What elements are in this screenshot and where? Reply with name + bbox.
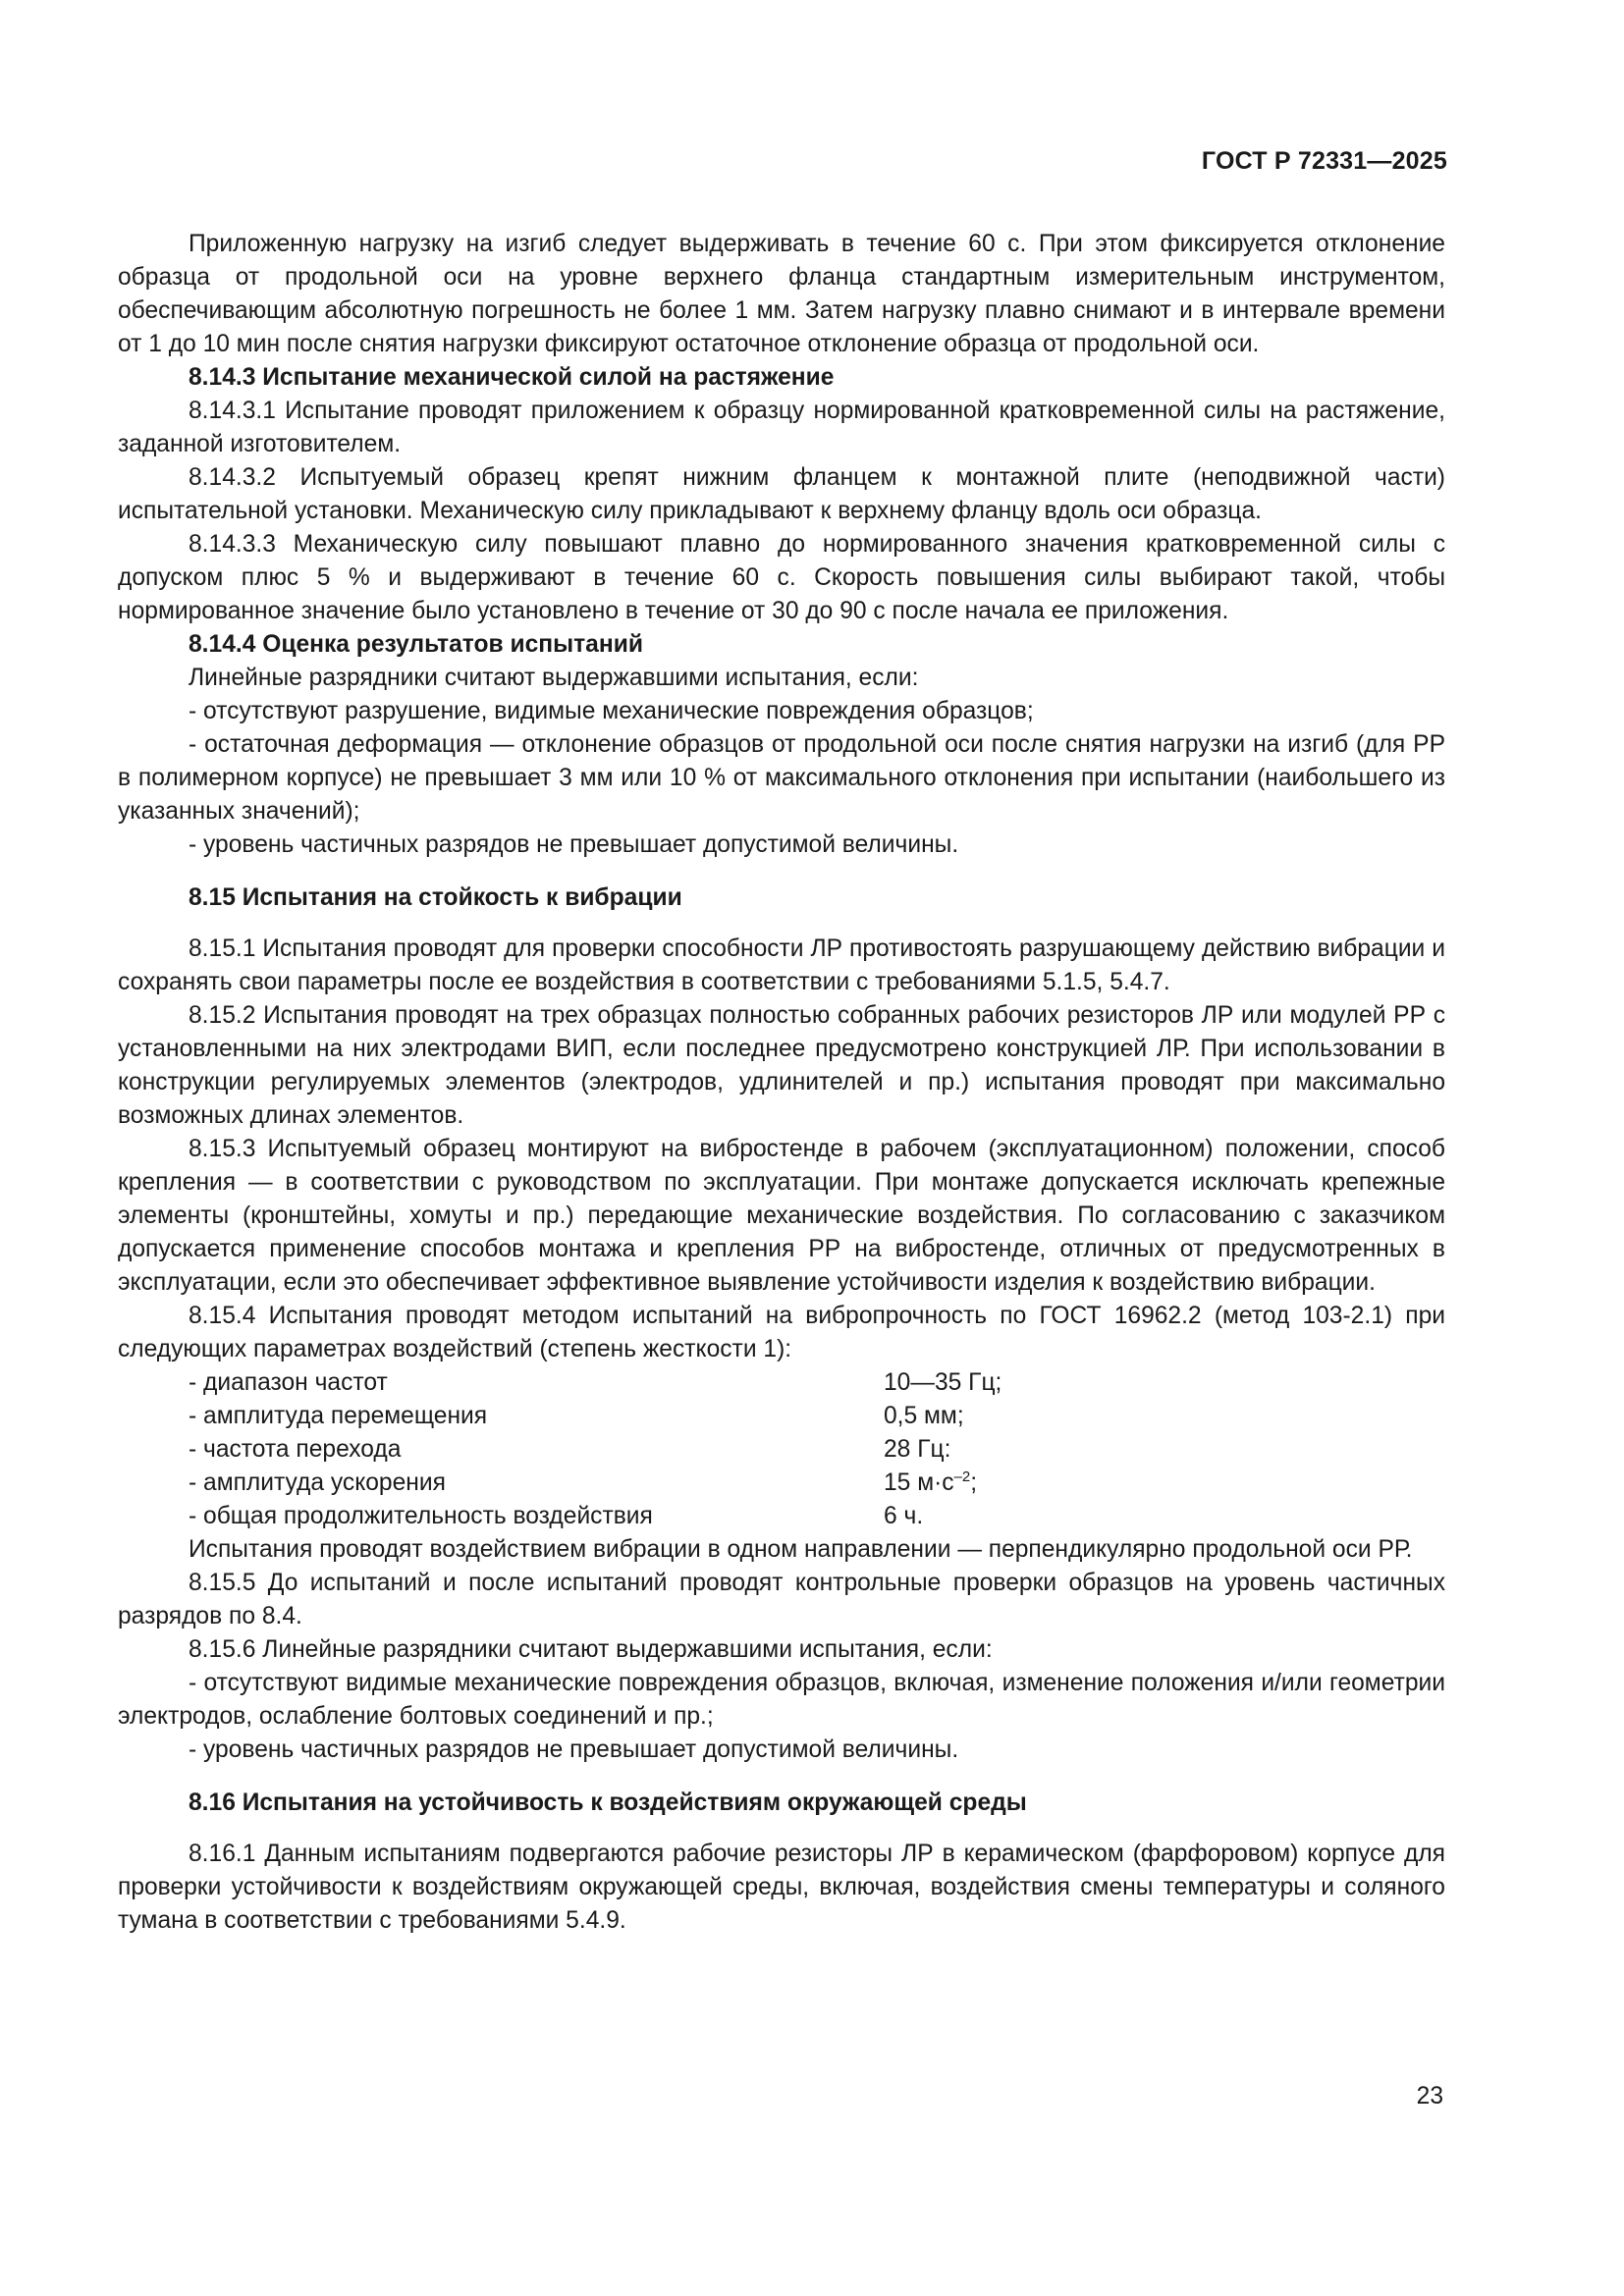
paragraph-8-16-1: 8.16.1 Данным испытаниям подвергаются рабочие резисторы ЛР в керамическом (фарфоровом) корпусе для проверки устойчивости к воздействиям окружающей среды, включая, воздействия смены температуры и соляного тумана в соответствии с требованиями 5.4.9.: [118, 1841, 1445, 1934]
paragraph-8-15-4: 8.15.4 Испытания проводят методом испытаний на вибропрочность по ГОСТ 16962.2 (метод 103-2.1) при следующих параметрах воздействий (степень жесткости 1):: [118, 1303, 1445, 1362]
parameter-value-composite: [884, 1467, 977, 1500]
paragraph-8-15-6: 8.15.6 Линейные разрядники считают выдержавшими испытания, если:: [189, 1636, 993, 1663]
paragraph-8-15-2: 8.15.2 Испытания проводят на трех образцах полностью собранных рабочих резисторов ЛР или модулей РР с установленными на них электродами ВИП, если последнее предусмотрено конструкцией ЛР. При использовании в конструкции регулируемых элементов (электродов, удлинителей и пр.) испытания проводят при максимально возможных длинах элементов.: [118, 1002, 1445, 1129]
parameter-value: 0,5 мм;: [884, 1403, 964, 1429]
paragraph-8-14-3-1: 8.14.3.1 Испытание проводят приложением к образцу нормированной кратковременной силы на растяжение, заданной изготовителем.: [118, 398, 1445, 457]
document-body: [118, 228, 1445, 1938]
section-heading-8-14-4: 8.14.4 Оценка результатов испытаний: [189, 631, 643, 658]
parameter-label: - амплитуда перемещения: [189, 1403, 488, 1429]
list-item-8-15-6-2: - уровень частичных разрядов не превышает допустимой величины.: [189, 1736, 959, 1763]
vibration-parameters-list: [118, 1366, 1445, 1533]
paragraph-bending-load: Приложенную нагрузку на изгиб следует выдерживать в течение 60 с. При этом фиксируется отклонение образца от продольной оси на уровне верхнего фланца стандартным измерительным инструментом, обеспечивающим абсолютную погрешность не более 1 мм. Затем нагрузку плавно снимают и в интервале времени от 1 до 10 мин после снятия нагрузки фиксируют остаточное отклонение образца от продольной оси.: [118, 231, 1445, 357]
paragraph-8-14-3-3: 8.14.3.3 Механическую силу повышают плавно до нормированного значения кратковременной силы с допуском плюс 5 % и выдерживают в течение 60 с. Скорость повышения силы выбирают такой, чтобы нормированное значение было установлено в течение от 30 до 90 с после начала ее приложения.: [118, 531, 1445, 624]
parameter-row: [118, 1500, 1445, 1533]
parameter-label: - амплитуда ускорения: [189, 1469, 446, 1496]
parameter-label: - диапазон частот: [189, 1369, 388, 1396]
parameter-label: - частота перехода: [189, 1436, 402, 1463]
paragraph-8-14-3-2: 8.14.3.2 Испытуемый образец крепят нижним фланцем к монтажной плите (неподвижной части) испытательной установки. Механическую силу прикладывают к верхнему фланцу вдоль оси образца.: [118, 464, 1445, 524]
parameter-row: [118, 1433, 1445, 1467]
section-heading-8-16: 8.16 Испытания на устойчивость к воздействиям окружающей среды: [189, 1789, 1027, 1816]
list-item-8-14-4-2: - остаточная деформация — отклонение образцов от продольной оси после снятия нагрузки на изгиб (для РР в полимерном корпусе) не превышает 3 мм или 10 % от максимального отклонения при испытании (наибольшего из указанных значений);: [118, 731, 1445, 825]
paragraph-8-15-4-direction: Испытания проводят воздействием вибрации в одном направлении — перпендикулярно продольной оси РР.: [189, 1536, 1413, 1563]
parameter-value: 28 Гц:: [884, 1436, 951, 1463]
list-item-8-14-4-1: - отсутствуют разрушение, видимые механические повреждения образцов;: [189, 698, 1034, 724]
paragraph-8-15-3: 8.15.3 Испытуемый образец монтируют на вибростенде в рабочем (эксплуатационном) положении, способ крепления — в соответствии с руководством по эксплуатации. При монтаже допускается исключать крепежные элементы (кронштейны, хомуты и пр.) передающие механические воздействия. По согласованию с заказчиком допускается применение способов монтажа и крепления РР на вибростенде, отличных от предусмотренных в эксплуатации, если это обеспечивает эффективное выявление устойчивости изделия к воздействию вибрации.: [118, 1136, 1445, 1296]
list-item-8-14-4-3: - уровень частичных разрядов не превышает допустимой величины.: [189, 831, 959, 858]
section-heading-8-15: 8.15 Испытания на стойкость к вибрации: [189, 884, 682, 911]
parameter-row: [118, 1400, 1445, 1433]
section-heading-8-14-3: 8.14.3 Испытание механической силой на растяжение: [189, 364, 835, 391]
parameter-value: 15 м·с: [884, 1469, 954, 1496]
parameter-value-suffix: ;: [970, 1469, 978, 1496]
paragraph-8-15-5: 8.15.5 До испытаний и после испытаний проводят контрольные проверки образцов на уровень частичных разрядов по 8.4.: [118, 1570, 1445, 1629]
parameter-value: 6 ч.: [884, 1503, 924, 1529]
parameter-value: 10—35 Гц;: [884, 1369, 1002, 1396]
paragraph-8-15-1: 8.15.1 Испытания проводят для проверки способности ЛР противостоять разрушающему действию вибрации и сохранять свои параметры после ее воздействия в соответствии с требованиями 5.1.5, 5.4.7.: [118, 935, 1445, 995]
document-header-id: ГОСТ Р 72331—2025: [1201, 147, 1447, 175]
parameter-row: [118, 1366, 1445, 1400]
parameter-value-exponent: –2: [953, 1468, 971, 1485]
parameter-label: - общая продолжительность воздействия: [189, 1503, 653, 1529]
paragraph-8-14-4-intro: Линейные разрядники считают выдержавшими испытания, если:: [189, 665, 919, 691]
list-item-8-15-6-1: - отсутствуют видимые механические повреждения образцов, включая, изменение положения и/или геометрии электродов, ослабление болтовых соединений и пр.;: [118, 1670, 1445, 1730]
page-number: 23: [1416, 2083, 1443, 2109]
parameter-row: [118, 1467, 1445, 1500]
